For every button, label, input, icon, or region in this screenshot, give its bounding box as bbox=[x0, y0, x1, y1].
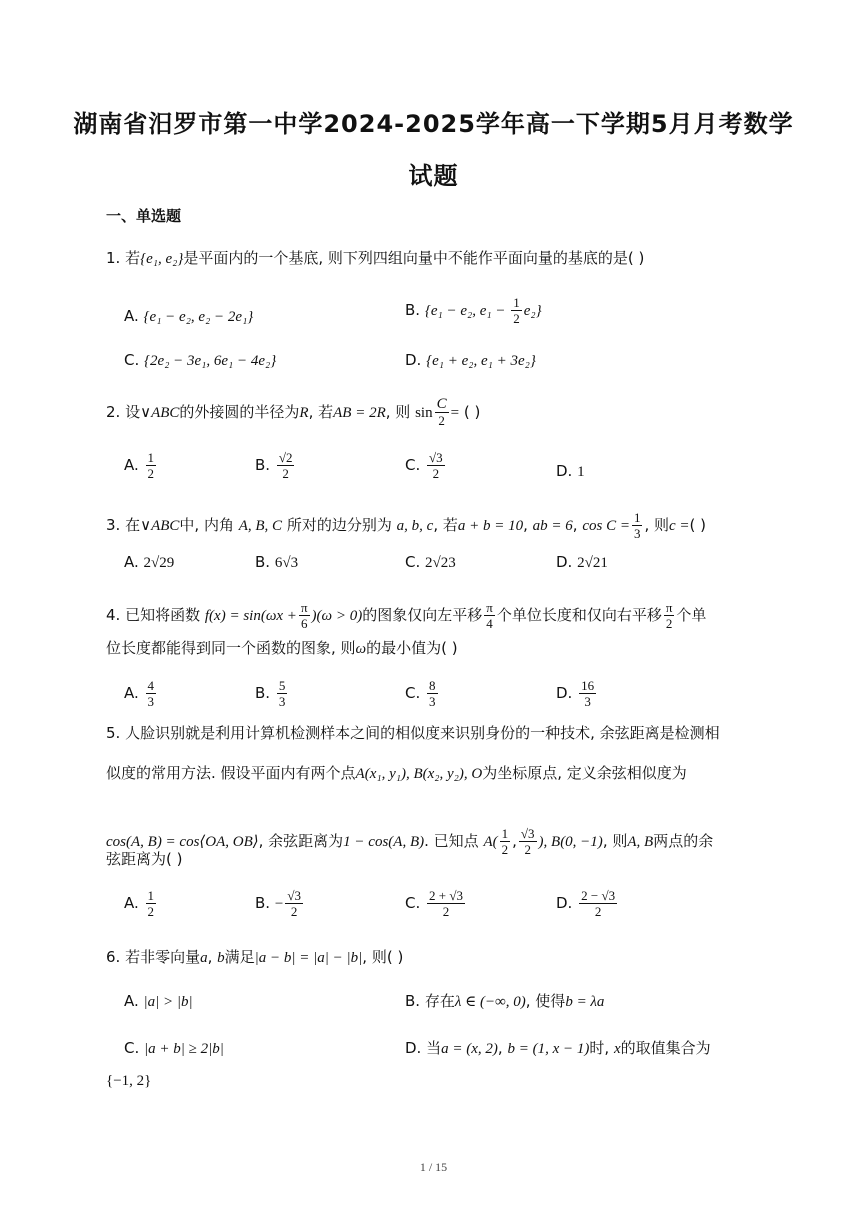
q6-option-a bbox=[124, 990, 193, 1013]
q4-func-left: f(x) = sin(ωx + bbox=[204, 608, 297, 624]
frac-den: 4 bbox=[486, 616, 493, 631]
frac-den: 2 bbox=[147, 466, 155, 481]
option-expr-left: {e₁ − e₂, e₁ − bbox=[424, 303, 510, 319]
q4-option-d bbox=[556, 678, 598, 709]
q6-comma: , bbox=[207, 948, 213, 966]
question-1 bbox=[106, 247, 767, 270]
option-label: C. bbox=[124, 351, 140, 369]
q1-option-d bbox=[405, 349, 536, 372]
frac-num: √3 bbox=[287, 888, 301, 903]
q4-option-b bbox=[255, 678, 289, 709]
frac-num: 1 bbox=[513, 295, 520, 310]
option-x: x bbox=[613, 1041, 621, 1057]
q5-option-b bbox=[255, 888, 305, 919]
q3-option-a bbox=[124, 551, 174, 574]
option-label: D. bbox=[556, 684, 573, 702]
q2-text: , 则 bbox=[385, 403, 411, 421]
question-5-line-4: 弦距离为( ) bbox=[106, 850, 183, 868]
option-frac bbox=[427, 678, 438, 709]
option-frac bbox=[146, 678, 157, 709]
q6-option-b bbox=[405, 990, 604, 1013]
frac-num: 4 bbox=[147, 678, 155, 693]
q5-text: , 余弦距离为 bbox=[258, 832, 344, 850]
frac-den: 3 bbox=[278, 694, 286, 709]
q6-text: 满足 bbox=[224, 948, 255, 966]
option-label: D. bbox=[556, 894, 573, 912]
option-label: D. bbox=[556, 553, 573, 571]
q2-paren: ( ) bbox=[463, 403, 481, 421]
frac-den: 2 bbox=[290, 904, 298, 919]
q1-prefix: 1. 若 bbox=[106, 249, 141, 267]
question-5-line-1: 5. 人脸识别就是利用计算机检测样本之间的相似度来识别身份的一种技术, 余弦距离是检测相 bbox=[106, 724, 720, 742]
frac-num: 1 bbox=[147, 888, 155, 903]
frac-num: 2 + √3 bbox=[429, 888, 463, 903]
q4-cond: (ω > 0) bbox=[316, 608, 363, 624]
q3-text: 中, 内角 bbox=[179, 516, 234, 534]
q2-r: R bbox=[299, 405, 309, 421]
frac-num: 2 − √3 bbox=[581, 888, 616, 903]
frac-den: 2 bbox=[501, 842, 509, 857]
question-5-line-2 bbox=[106, 762, 767, 785]
q3-option-d bbox=[556, 551, 608, 574]
frac-num: √3 bbox=[520, 826, 535, 841]
q3-cond-2: ab = 6 bbox=[532, 518, 573, 534]
option-frac bbox=[511, 295, 522, 326]
q5-distance: 1 − cos(A, B) bbox=[343, 834, 425, 850]
q4-option-c bbox=[405, 678, 440, 709]
q2-option-a bbox=[124, 450, 158, 481]
q6-option-d-set bbox=[106, 1069, 151, 1092]
option-label: D. bbox=[405, 1039, 422, 1057]
q1-basis: {e₁, e₂} bbox=[140, 251, 184, 267]
option-label: C. bbox=[405, 894, 421, 912]
q2-eq: = bbox=[450, 405, 460, 421]
q1-option-b bbox=[405, 295, 542, 326]
q4-text: 个单 bbox=[676, 606, 707, 624]
frac-num: √3 bbox=[429, 450, 443, 465]
q4-prefix: 4. 已知将函数 bbox=[106, 606, 201, 624]
option-text: 存在 bbox=[424, 992, 455, 1010]
frac-den: 2 bbox=[147, 904, 155, 919]
q3-paren: ( ) bbox=[689, 516, 707, 534]
q5-point-a-right: ), B(0, −1) bbox=[538, 834, 603, 850]
question-2 bbox=[106, 397, 767, 428]
q2-triangle: ∨ABC bbox=[140, 405, 180, 421]
frac-num: 8 bbox=[429, 678, 436, 693]
option-frac bbox=[579, 888, 617, 919]
q3-text: , 则 bbox=[644, 516, 670, 534]
option-value: 1 bbox=[577, 464, 585, 480]
q6-vector-b: b bbox=[217, 950, 225, 966]
frac-den: 3 bbox=[147, 694, 155, 709]
q5-option-a bbox=[124, 888, 158, 919]
option-label: C. bbox=[405, 553, 421, 571]
option-frac bbox=[277, 678, 288, 709]
frac-den: 2 bbox=[438, 413, 445, 428]
frac-num: π bbox=[486, 600, 493, 615]
q4-text: 个单位长度和仅向右平移 bbox=[496, 606, 662, 624]
q4-frac-right bbox=[664, 600, 675, 631]
option-frac bbox=[146, 888, 157, 919]
q2-text: , 若 bbox=[308, 403, 334, 421]
q6-option-c bbox=[124, 1037, 224, 1060]
q2-sin: sin bbox=[415, 405, 433, 421]
question-3: 3. 在∨ABC中, 内角 A, B, C 所对的边分别为 a, b, c, 若a + b = 10, ab = 6, cos C = $\frac{1}{3}$ , 则c =( ) bbox=[106, 510, 707, 541]
option-label: A. bbox=[124, 992, 139, 1010]
q5-text: 似度的常用方法. 假设平面内有两个点 bbox=[106, 764, 356, 782]
q4-omega: ω bbox=[355, 641, 367, 657]
option-vector-a: a = (x, 2) bbox=[441, 1041, 498, 1057]
frac-den: 2 bbox=[665, 616, 673, 631]
q5-option-c bbox=[405, 888, 467, 919]
q3-text: , 若 bbox=[433, 516, 458, 534]
option-lambda: λ ∈ (−∞, 0) bbox=[454, 994, 526, 1010]
option-text: , 使得 bbox=[525, 992, 566, 1010]
option-label: A. bbox=[124, 684, 139, 702]
q2-frac bbox=[435, 397, 449, 428]
question-4-line-2 bbox=[106, 637, 767, 660]
option-expr: 6√3 bbox=[274, 555, 299, 571]
option-label: A. bbox=[124, 894, 139, 912]
option-label: D. bbox=[405, 351, 422, 369]
option-expr: {e₁ − e₂, e₂ − 2e₁} bbox=[143, 309, 254, 325]
option-label: A. bbox=[124, 456, 139, 474]
frac-den: 2 bbox=[524, 842, 531, 857]
option-expr: |a + b| ≥ 2|b| bbox=[144, 1041, 224, 1057]
option-label: A. bbox=[124, 553, 139, 571]
q2-option-b bbox=[255, 450, 296, 481]
option-expr: |a| > |b| bbox=[143, 994, 193, 1010]
q4-frac-left bbox=[484, 600, 495, 631]
q5-definition: cos(A, B) = cos⟨OA, OB⟩ bbox=[106, 834, 259, 850]
frac-den: 2 bbox=[594, 904, 602, 919]
option-frac bbox=[579, 678, 596, 709]
option-label: C. bbox=[405, 684, 421, 702]
q2-option-c bbox=[405, 450, 447, 481]
option-sign: − bbox=[274, 896, 284, 912]
section-heading: 一、单选题 bbox=[106, 207, 182, 225]
q6-prefix: 6. 若非零向量 bbox=[106, 948, 201, 966]
q3-text: 所对的边分别为 bbox=[286, 516, 392, 534]
q1-text: 是平面内的一个基底, 则下列四组向量中不能作平面向量的基底的是( ) bbox=[183, 249, 645, 267]
q1-option-a bbox=[124, 305, 253, 328]
q4-frac bbox=[299, 600, 310, 631]
q3-triangle: ∨ABC bbox=[140, 518, 180, 534]
option-frac bbox=[427, 888, 465, 919]
q6-text: , 则( ) bbox=[362, 948, 404, 966]
option-vector-b: b = (1, x − 1) bbox=[507, 1041, 590, 1057]
q2-text: 的外接圆的半径为 bbox=[179, 403, 300, 421]
q4-option-a bbox=[124, 678, 158, 709]
option-label: B. bbox=[255, 684, 271, 702]
title-line-1: 湖南省汨罗市第一中学2024-2025学年高一下学期5月月考数学 bbox=[73, 110, 794, 138]
option-label: C. bbox=[124, 1039, 140, 1057]
question-6 bbox=[106, 946, 767, 969]
q3-cos: cos C = bbox=[582, 518, 630, 534]
q3-option-b bbox=[255, 551, 298, 574]
option-label: B. bbox=[405, 992, 421, 1010]
option-text: 当 bbox=[426, 1039, 442, 1057]
option-text: 时, bbox=[589, 1039, 610, 1057]
q4-text: 的图象仅向左平移 bbox=[362, 606, 483, 624]
q3-ask: c = bbox=[669, 518, 690, 534]
frac-den: 2 bbox=[442, 904, 450, 919]
frac-den: 3 bbox=[429, 694, 436, 709]
q5-text: 两点的余 bbox=[653, 832, 714, 850]
q6-option-d bbox=[405, 1037, 711, 1060]
q1-option-c bbox=[124, 349, 276, 372]
option-expr: 2√23 bbox=[425, 555, 456, 571]
q3-cond-1: a + b = 10 bbox=[457, 518, 524, 534]
q4-text: 位长度都能得到同一个函数的图象, 则 bbox=[106, 639, 356, 657]
option-expr: 2√21 bbox=[577, 555, 608, 571]
q2-option-d bbox=[556, 460, 585, 483]
q3-sides: a, b, c bbox=[396, 518, 434, 534]
q5-points: A(x₁, y₁), B(x₂, y₂), O bbox=[355, 766, 483, 782]
q5-text: 为坐标原点, 定义余弦相似度为 bbox=[482, 764, 687, 782]
q4-text: 的最小值为( ) bbox=[366, 639, 458, 657]
q5-ab: A, B bbox=[627, 834, 654, 850]
page-number: 1 / 15 bbox=[419, 1160, 448, 1174]
q3-frac bbox=[632, 510, 643, 541]
frac-den: 2 bbox=[282, 466, 289, 481]
q3-prefix: 3. 在 bbox=[106, 516, 141, 534]
frac-num: 1 bbox=[633, 510, 641, 525]
question-5-line-3: cos(A, B) = cos⟨OA, OB⟩, 余弦距离为1 − cos(A, B). 已知点 A( $\frac{1}{2}$ , $\frac{√3}{2}$ ), B(0, −1), 则A, B两点的余 bbox=[106, 826, 714, 857]
q2-prefix: 2. 设 bbox=[106, 403, 141, 421]
option-label: B. bbox=[255, 553, 271, 571]
option-text: 的取值集合为 bbox=[620, 1039, 711, 1057]
option-label: D. bbox=[556, 462, 573, 480]
option-set: {−1, 2} bbox=[106, 1073, 152, 1089]
title-line-2: 试题 bbox=[408, 162, 459, 190]
q5-text: . 已知点 bbox=[424, 832, 479, 850]
frac-den: 2 bbox=[513, 311, 520, 326]
option-expr: 2√29 bbox=[143, 555, 175, 571]
q3-vars: A, B, C bbox=[238, 518, 283, 534]
frac-num: 16 bbox=[581, 678, 595, 693]
frac-num: C bbox=[436, 396, 447, 412]
option-label: B. bbox=[255, 894, 271, 912]
q2-condition: AB = 2R bbox=[333, 405, 386, 421]
option-sep: , bbox=[497, 1039, 503, 1057]
frac-den: 6 bbox=[300, 616, 308, 631]
q6-vector-a: a bbox=[200, 950, 208, 966]
frac-num: 1 bbox=[501, 826, 509, 841]
q5-option-d bbox=[556, 888, 619, 919]
option-label: A. bbox=[124, 307, 139, 325]
q4-func-right: ) bbox=[311, 608, 317, 624]
option-expr: b = λa bbox=[565, 994, 605, 1010]
frac-den: 2 bbox=[432, 466, 440, 481]
q5-text: , 则 bbox=[602, 832, 628, 850]
q3-option-c bbox=[405, 551, 456, 574]
option-label: B. bbox=[255, 456, 271, 474]
frac-num: π bbox=[665, 600, 673, 615]
option-frac bbox=[285, 888, 303, 919]
option-frac bbox=[427, 450, 445, 481]
option-frac bbox=[277, 450, 295, 481]
frac-num: 5 bbox=[278, 678, 286, 693]
frac-num: √2 bbox=[278, 450, 293, 465]
option-frac bbox=[146, 450, 157, 481]
frac-num: π bbox=[300, 600, 308, 615]
frac-den: 3 bbox=[633, 526, 641, 541]
q6-condition: |a − b| = |a| − |b| bbox=[254, 950, 363, 966]
frac-num: 1 bbox=[147, 450, 155, 465]
question-4 bbox=[106, 600, 767, 631]
option-expr: {e₁ + e₂, e₁ + 3e₂} bbox=[426, 353, 536, 369]
option-label: B. bbox=[405, 301, 421, 319]
option-expr-right: e₂} bbox=[523, 303, 542, 319]
q5-point-a-left: A( bbox=[483, 834, 498, 850]
frac-den: 3 bbox=[584, 694, 591, 709]
option-expr: {2e₂ − 3e₁, 6e₁ − 4e₂} bbox=[144, 353, 277, 369]
option-label: C. bbox=[405, 456, 421, 474]
